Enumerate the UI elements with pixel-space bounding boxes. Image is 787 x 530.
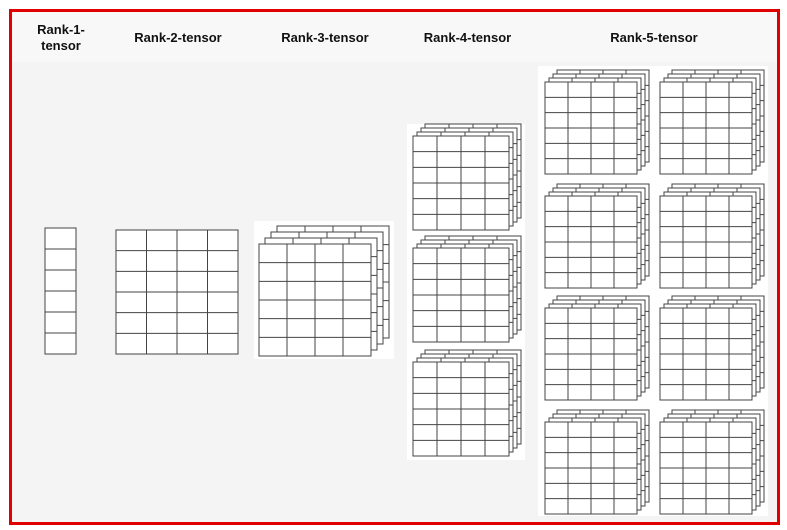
rank-5-cube-1-0-layer-0 <box>545 196 637 288</box>
rank-5-tensor-label: Rank-5-tensor <box>610 30 698 45</box>
rank-4-cube-1-layer-0 <box>413 248 509 342</box>
rank-5-cube-1-1-layer-0 <box>660 196 752 288</box>
rank-2-tensor-label: Rank-2-tensor <box>134 30 222 45</box>
rank-5-cube-3-1-layer-0 <box>660 422 752 514</box>
rank-3-cube-layer-0 <box>259 244 371 356</box>
rank-5-cube-2-1-layer-0 <box>660 308 752 400</box>
rank-5-cube-0-0-layer-0 <box>545 82 637 174</box>
rank-2-matrix <box>116 230 238 354</box>
rank-5-cube-0-1-layer-0 <box>660 82 752 174</box>
rank-5-cube-3-0-layer-0 <box>545 422 637 514</box>
rank-5-cube-2-0-layer-0 <box>545 308 637 400</box>
rank-3-tensor-label: Rank-3-tensor <box>281 30 369 45</box>
rank-4-cube-2-layer-0 <box>413 362 509 456</box>
rank-1-tensor-label: Rank-1- tensor <box>37 22 85 53</box>
rank-4-cube-0-layer-0 <box>413 136 509 230</box>
rank-1-vector <box>45 228 76 354</box>
rank-4-tensor-label: Rank-4-tensor <box>423 30 512 45</box>
